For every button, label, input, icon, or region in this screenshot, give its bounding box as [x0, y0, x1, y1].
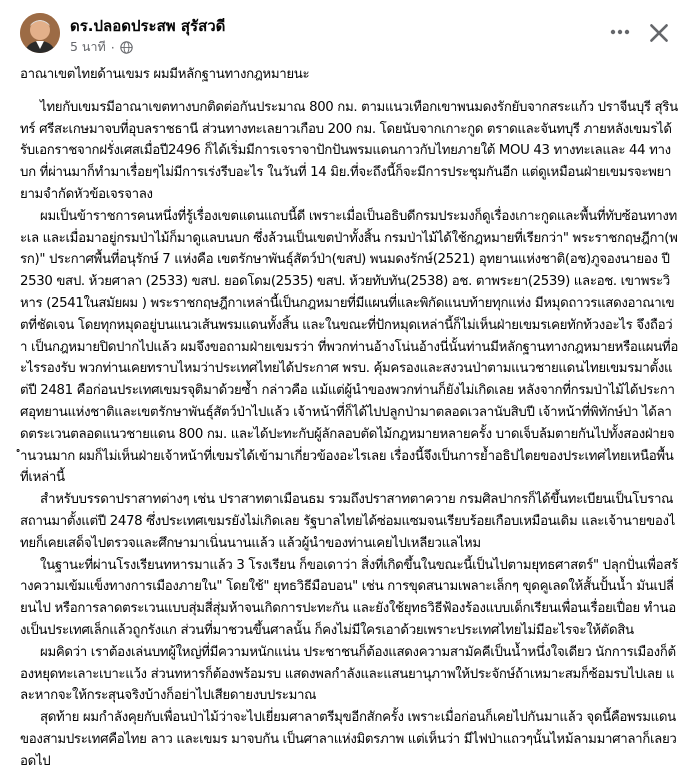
avatar[interactable] — [20, 13, 60, 53]
meta-separator: · — [110, 39, 115, 55]
post-body — [20, 64, 678, 773]
post-paragraph: สำหรับบรรดาปราสาทต่างๆ เช่น ปราสาทตาเมือนธม รวมถึงปราสาทตาควาย กรมศิลปากรก็ได้ขึ้นทะเบียนเป็นโบราณสถานมาตั้งแต่ปี 2478 ซึ่งประเทศเขมรยังไม่เกิดเลย รัฐบาลไทยได้ซ่อมแซมจนเรียบร้อยเกือบเหมือนเดิม และเจ้านายของไทยก็เคยเสด็จไปตรวจและศึกษามาเนิ่นนานแล้ว แล้วผู้นำของท่านเคยไปเหลียวแลไหม — [20, 492, 675, 551]
post-paragraph: สุดท้าย ผมกำลังคุยกับเพื่อนป่าไม้ว่าจะไปเยี่ยมศาลาตรีมุขอีกสักครั้ง เพราะเมื่อก่อนก็เคยไปกันมาแล้ว จุดนี้คือพรมแดนของสามประเทศคือไทย ลาว และเขมร มาจบกัน เป็นศาลาแห่งมิตรภาพ แต่เห็นว่า มีไฟป่าแถวๆนั้นไหม้ลามมาศาลาก็เลยวอดไป — [20, 710, 677, 769]
post-time[interactable]: 5 นาที — [70, 39, 106, 54]
post-headline: อาณาเขตไทยด้านเขมร ผมมีหลักฐานทางกฎหมายนะ — [20, 67, 310, 82]
more-options-icon[interactable] — [608, 20, 632, 44]
post-paragraph: ผมคิดว่า เราต้องเล่นบทผู้ใหญ่ที่มีความหนักแน่น ประชาชนก็ต้องแสดงความสามัคคีเป็นน้ำหนึ่งใจเดียว นักการเมืองก็ต้องหยุดทะเลาะเบาะแว้ง ส่วนทหารก็ต้องพร้อมรบ แสดงพลกำลังและแสนยานุภาพให้ประจักษ์ถ้าเหมาะสมก็ซ้อมรบไปเลย และหากจะให้กระสุนจริงบ้างก็อย่าไปเสียดายงบประมาณ — [20, 644, 676, 704]
post-paragraph: ผมเป็นข้าราชการคนหนึ่งที่รู้เรื่องเขตแดนแถบนี้ดี เพราะเมื่อเป็นอธิบดีกรมประมงก็ดูเรื่องเกาะกูดและพื้นที่ทับซ้อนทางทะเล และเมื่อมาอยู่กรมป่าไม้ก็มาดูแลบนบก ซึ่งล้วนเป็นเขตป่าทั้งสิ้น กรมป่าไม้ได้ใช้กฎหมายที่เรียกว่า" พระราชกฤษฎีกา(พรก)" ประกาศพื้นที่อนุรักษ์ 7 แห่งคือ เขตรักษาพันธุ์สัตว์ป่า(ขสป) พนมดงรักษ์(2521) อุทยานแห่งชาติ(อช)ภูจองนายอง ปี 2530 ขสป. ห้วยศาลา (2533) ขสป. ยอดโดม(2535) ขสป. ห้วยทับทัน(2538) อช. ตาพระยา(2539) และอช. เขาพระวิหาร (2541ในสมัยผม ) พระราชกฤษฎีกาเหล่านี้เป็นกฎหมายที่มีแผนที่และพิกัดแนบท้ายทุกแห่ง มีหมุดถาวรแสดงอาณาเขตที่ชัดเจน โดยทุกหมุดอยู่บนแนวเส้นพรมแดนทั้งสิ้น และในขณะที่ปักหมุดเหล่านี้ก็ไม่เห็นฝ่ายเขมรเคยทักท้วงอะไร จึงถือว่า เป็นกฎหมายปิดปากไปแล้ว ผมจึงขอถามฝ่ายเขมรว่า ที่พวกท่านอ้างโน่นอ้างนี่นั้นท่านมีหลักฐานทางกฎหมายหรือแผนที่อะไรรองรับ พวกท่านเคยทราบไหมว่าประเทศไทยได้ประกาศ พรบ. คุ้มครองและสงวนป่าตามแนวชายแดนไทยเขมรมาตั้งแต่ปี 2481 คือก่อนประเทศเขมรจุติมาด้วยซ้ำ กล่าวคือ แม้แต่ผู้นำของพวกท่านก็ยังไม่เกิดเลย หลังจากที่กรมป่าไม้ได้ประกาศอุทยานแห่งชาติและเขตรักษาพันธุ์สัตว์ป่าไปแล้ว เจ้าหน้าที่ก็ได้ไปปลูกป่ามาตลอดเวลานับสิบปี เจ้าหน้าที่พิทักษ์ป่า ได้ลาดตระเวนตลอดแนวชายแดน 800 กม. และได้ปะทะกับผู้ลักลอบตัดไม้กฎหมายหลายครั้ง บาดเจ็บล้มตายกันไปทั้งสองฝ่ายจำนวนมาก ผมก็ไม่เห็นฝ่ายเจ้าหน้าที่เขมรได้เข้ามาเกี่ยวข้องอะไรเลย เรื่องนี้จึงเป็นการย้ำอธิปไตยของประเทศไทยเหนือพื้นที่เหล่านี้ — [20, 208, 678, 486]
close-icon[interactable] — [646, 20, 672, 46]
post-paragraph: ไทยกับเขมรมีอาณาเขตทางบกติดต่อกันประมาณ 800 กม. ตามแนวเทือกเขาพนมดงรักยับจากสระแก้ว ปราจีนบุรี สุรินทร์ ศรีสะเกษมาจบที่อุบลราชธานี ส่วนทางทะเลยาวเกือบ 200 กม. โดยนับจากเกาะกูด ตราดและจันทบุรี ภายหลังเขมรได้รับเอกราชจากฝรั่งเศสเมื่อปี2496 ก็ได้เริ่มมีการเจราจาปักปันพรมแดนกาวกับไทยภายใต้ MOU 43 ทางทะเลและ 44 ทางบก ที่ผ่านมาก็ทำมาเรื่อยๆไม่มีการเร่งรีบอะไร ในวันที่ 14 มิย.ที่จะถึงนี้ก็จะมีการประชุมกันอีก แต่ดูเหมือนฝ่ายเขมรจะพยายามจำกัดหัวข้อเจรจาลง — [20, 99, 678, 202]
post-meta — [70, 37, 133, 57]
post-header — [0, 0, 694, 62]
globe-icon[interactable] — [120, 41, 133, 54]
post-paragraph: ในฐานะที่ผ่านโรงเรียนทหารมาแล้ว 3 โรงเรียน ก็ขอเดาว่า สิ่งที่เกิดขึ้นในขณะนี้เป็นไปตามยุทธศาสตร์" ปลุกปั่นเพื่อสร้างความเข้มแข็งทางการเมืองภายใน" โดยใช้" ยุทธวิธีมือบอน" เช่น การขุดสนามเพลาะเล็กๆ ขุดคูเลดให้สั้นปั้นน้ำ มันเปลี่ยนไป หรือการลาดตระเวนแบบสุ่มสี่สุ่มห้าจนเกิดการปะทะกัน และยังใช้ยุทธวิธีฟ้องร้องแบบเด็กเรียนเพื่อนเรื่อยเปื่อย ทำนองเป็นประเทศเล็กแล้วถูกรังแก ส่วนที่มาชวนขึ้นศาลนั้น ก็คงไม่มีใครเอาด้วยเพราะประเทศไทยไม่มีอะไรจะให้ตัดสิน — [20, 557, 678, 638]
author-name[interactable]: ดร.ปลอดประสพ สุรัสวดี — [70, 17, 226, 35]
avatar-portrait-icon — [20, 13, 60, 53]
